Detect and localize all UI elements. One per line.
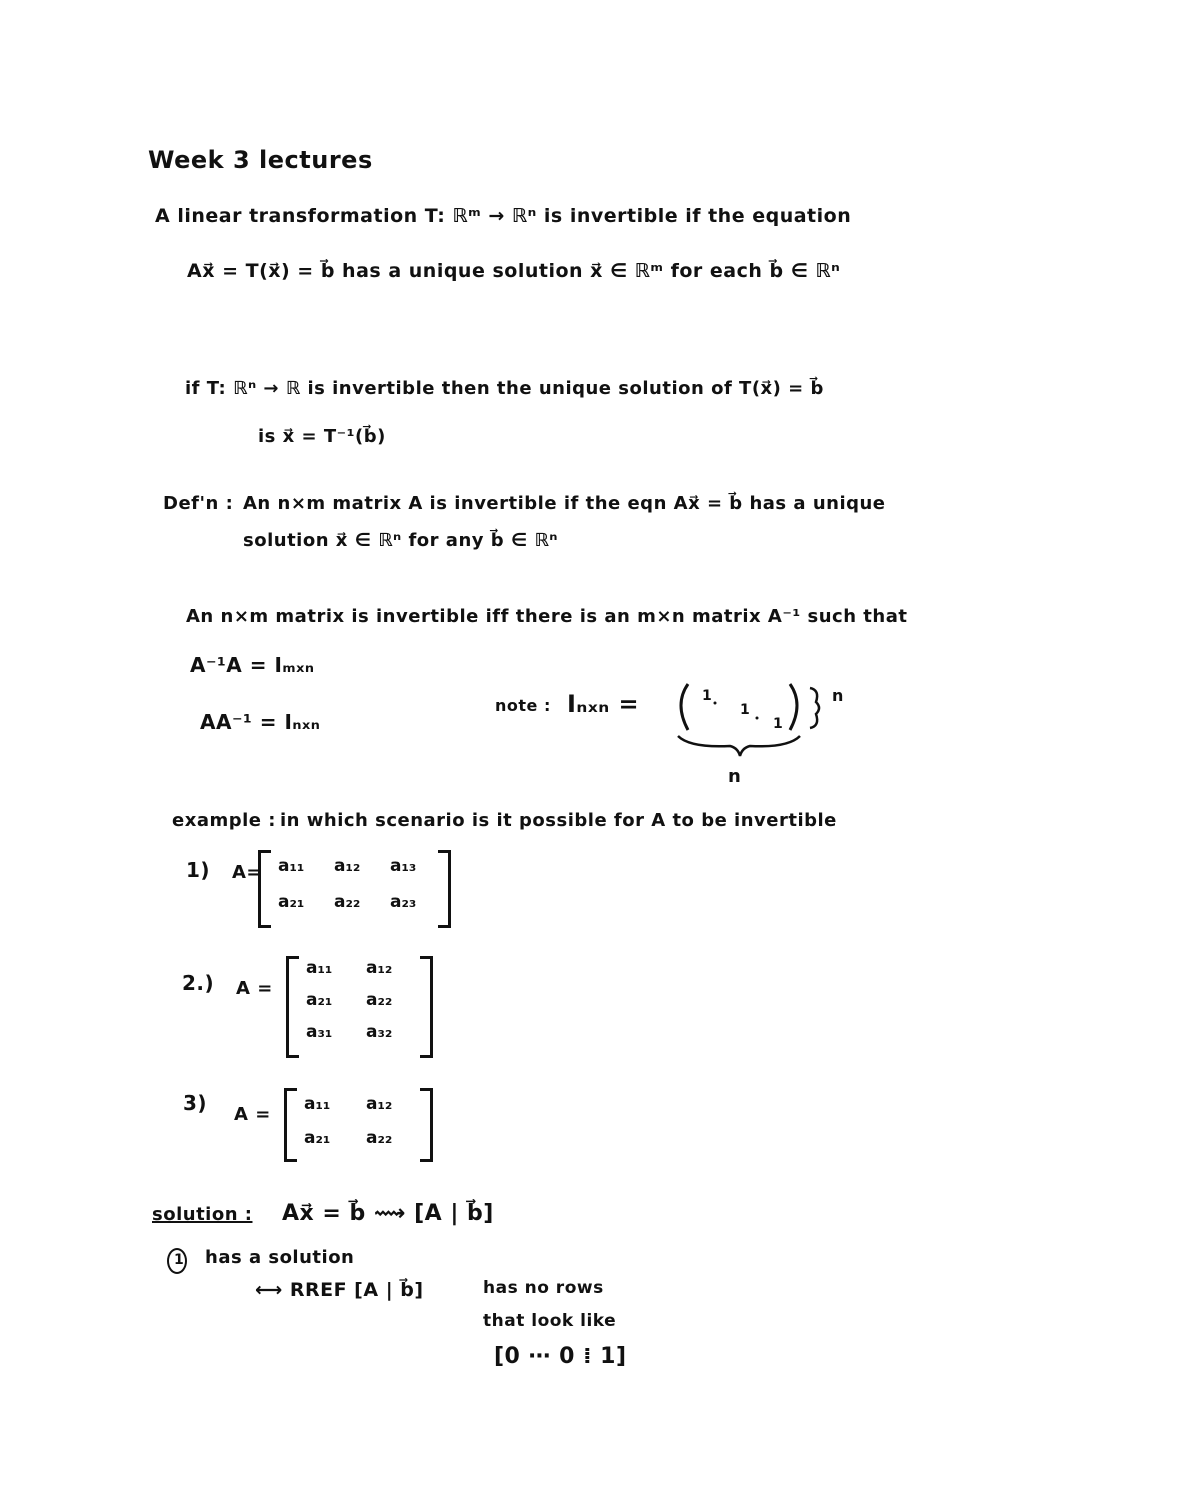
inverse-line-2: is x⃗ = T⁻¹(b⃗) (258, 426, 386, 447)
matrix-3-cell: a₂₁ (304, 1128, 331, 1148)
svg-text:1: 1 (702, 688, 712, 704)
note-identity: Iₙₓₙ = (567, 690, 640, 718)
matrix-2 (306, 958, 422, 1042)
matrix-1-cell: a₂₁ (278, 892, 305, 912)
matrix-2-cell: a₂₂ (366, 990, 393, 1010)
definition-line-2: solution x⃗ ∈ ℝⁿ for any b⃗ ∈ ℝⁿ (243, 530, 558, 551)
matrix-3-right-bracket (420, 1088, 433, 1162)
solution-expression: Ax⃗ = b⃗ ⟿ [A | b⃗] (282, 1201, 494, 1226)
example-1-number: 1) (186, 858, 211, 882)
identity-eq-1: A⁻¹A = Iₘₓₙ (190, 653, 315, 677)
identity-eq-2: AA⁻¹ = Iₙₓₙ (200, 710, 321, 734)
intro-line-1: A linear transformation T: ℝᵐ → ℝⁿ is invertible if the equation (155, 205, 852, 227)
matrix-2-cell: a₃₁ (306, 1022, 333, 1042)
solution-condition-1: has no rows (483, 1278, 604, 1298)
matrix-2-cell: a₃₂ (366, 1022, 393, 1042)
example-label: example : (172, 810, 276, 831)
matrix-1-right-bracket (438, 850, 451, 928)
solution-item-1-number: 1 (174, 1252, 185, 1268)
definition-label: Def'n : (163, 493, 234, 514)
matrix-2-cell: a₁₂ (366, 958, 393, 978)
matrix-3-left-bracket (284, 1088, 297, 1162)
matrix-2-cell: a₁₁ (306, 958, 333, 978)
solution-item-1-text: has a solution (205, 1247, 355, 1268)
solution-label: solution : (152, 1204, 253, 1225)
identity-size-bottom: n (728, 766, 742, 787)
matrix-2-right-bracket (420, 956, 433, 1058)
example-2-number: 2.) (182, 971, 215, 995)
matrix-2-left-bracket (286, 956, 299, 1058)
matrix-1-cell: a₁₂ (334, 856, 361, 876)
matrix-inverse-line: An n×m matrix is invertible iff there is an m×n matrix A⁻¹ such that (186, 606, 908, 627)
intro-line-2: Ax⃗ = T(x⃗) = b⃗ has a unique solution x⃗ ∈ ℝᵐ for each b⃗ ∈ ℝⁿ (187, 260, 841, 282)
solution-rref: ⟷ RREF [A | b⃗] (255, 1279, 424, 1301)
matrix-3 (304, 1094, 422, 1148)
matrix-3-cell: a₁₁ (304, 1094, 331, 1114)
matrix-2-cell: a₂₁ (306, 990, 333, 1010)
identity-size-right: n (832, 686, 844, 705)
matrix-1-cell: a₂₂ (334, 892, 361, 912)
note-label: note : (495, 696, 551, 715)
matrix-1-cell: a₁₁ (278, 856, 305, 876)
page-title: Week 3 lectures (148, 146, 373, 174)
matrix-3-cell: a₂₂ (366, 1128, 393, 1148)
matrix-1-left-bracket (258, 850, 271, 928)
solution-forbidden-row: [0 ⋯ 0 ⁞ 1] (494, 1344, 627, 1369)
definition-line-1: An n×m matrix A is invertible if the eqn Ax⃗ = b⃗ has a unique (243, 493, 886, 514)
svg-text:1: 1 (740, 702, 750, 718)
inverse-line-1: if T: ℝⁿ → ℝ is invertible then the unique solution of T(x⃗) = b⃗ (185, 378, 824, 399)
matrix-1 (278, 856, 446, 912)
matrix-1-cell: a₁₃ (390, 856, 417, 876)
example-1-lhs: A= (232, 862, 263, 883)
example-2-lhs: A = (236, 978, 273, 999)
matrix-1-cell: a₂₃ (390, 892, 417, 912)
svg-text:1: 1 (773, 716, 783, 732)
example-question: in which scenario is it possible for A to be invertible (280, 810, 837, 831)
matrix-3-cell: a₁₂ (366, 1094, 393, 1114)
example-3-lhs: A = (234, 1104, 271, 1125)
solution-condition-2: that look like (483, 1311, 617, 1331)
example-3-number: 3) (183, 1091, 208, 1115)
